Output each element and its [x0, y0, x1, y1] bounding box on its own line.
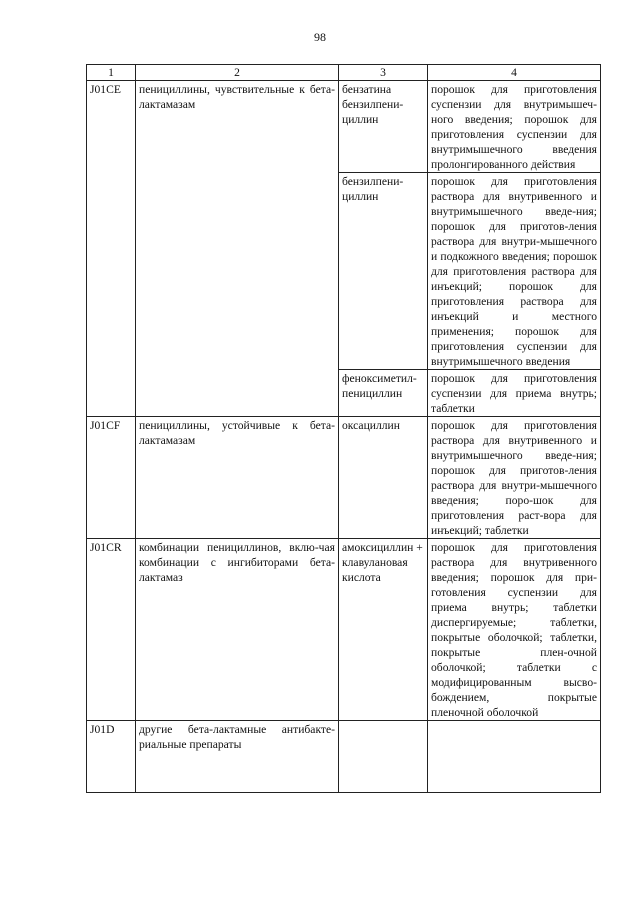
table-header-row [87, 65, 601, 81]
atc-code-cell: J01CR [87, 539, 136, 721]
dosage-forms-cell: порошок для приготовления раствора для внутривенного и внутримышечного введе-ния; порошок для приготов-ления раствора для внутри-мышечного и подкожного введения; порошок для приготовления раствора для инъекций; порошок для приготовления раствора для инъекций и местного применения; порошок для приготовления суспензии для внутримышечного введения [428, 173, 601, 370]
drug-classification-table [86, 64, 601, 793]
atc-code-cell: J01D [87, 721, 136, 793]
dosage-forms-cell: порошок для приготовления раствора для внутривенного введения; порошок для при-готовления суспензии для приема внутрь; таблетки диспергируемые; таблетки, покрытые оболочкой; таблетки, покрытые плен-очной оболочкой; таблетки с модифицированным высво-бождением, покрытые пленочной оболочкой [428, 539, 601, 721]
table-row [87, 417, 601, 539]
drug-name-cell: оксациллин [339, 417, 428, 539]
atc-code-cell: J01CE [87, 81, 136, 417]
table-row [87, 81, 601, 173]
drug-name-cell: бензатина бензилпени-циллин [339, 81, 428, 173]
page-number: 98 [314, 30, 326, 44]
atc-code-cell: J01CF [87, 417, 136, 539]
table-row [87, 721, 601, 793]
group-name-cell: пенициллины, устойчивые к бета-лактамазам [136, 417, 339, 539]
dosage-forms-cell: порошок для приготовления суспензии для внутримышеч-ного введения; порошок для приготовления суспензии для внутримышечного введения пролонгированного действия [428, 81, 601, 173]
drug-name-cell [339, 721, 428, 793]
table-row [87, 539, 601, 721]
drug-name-cell: амоксициллин + клавулановая кислота [339, 539, 428, 721]
column-header-1: 1 [87, 65, 136, 81]
column-header-3: 3 [339, 65, 428, 81]
drug-name-cell: бензилпени-циллин [339, 173, 428, 370]
column-header-2: 2 [136, 65, 339, 81]
dosage-forms-cell [428, 721, 601, 793]
group-name-cell: пенициллины, чувствительные к бета-лактамазам [136, 81, 339, 417]
column-header-4: 4 [428, 65, 601, 81]
group-name-cell: комбинации пенициллинов, вклю-чая комбинации с ингибиторами бета-лактамаз [136, 539, 339, 721]
group-name-cell: другие бета-лактамные антибакте-риальные препараты [136, 721, 339, 793]
drug-name-cell: феноксиметил-пенициллин [339, 370, 428, 417]
dosage-forms-cell: порошок для приготовления суспензии для приема внутрь; таблетки [428, 370, 601, 417]
dosage-forms-cell: порошок для приготовления раствора для внутривенного и внутримышечного введе-ния; порошок для приготов-ления раствора для внутри-мышечного введения; поро-шок для приготовления раст-вора для инъекций; таблетки [428, 417, 601, 539]
